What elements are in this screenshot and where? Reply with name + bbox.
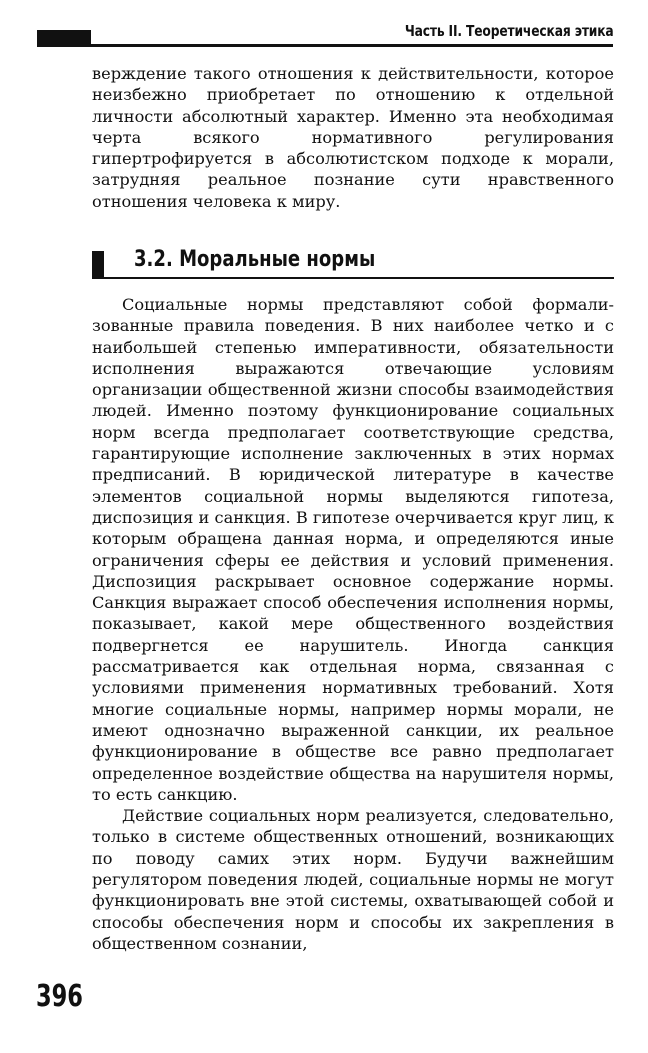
paragraph-1: Социальные нормы представляют собой формализованные правила поведения. В них наиболее четко и с наибольшей степенью императивности, обязательности исполнения выражаются отвечающие условиям организации общественной жизни способы взаимодействия людей. Именно поэтому функционирование социальных норм всегда предполагает соответствующие средства, гарантирующие исполнение заключенных в этих нормах предписаний. В юридической литературе в качестве элементов социальной нормы выделяются гипотеза, диспозиция и санкция. В гипотезе очерчивается круг лиц, к которым обращена данная норма, и определяются иные ограничения сферы ее действия и условий применения. Диспозиция раскрывает основное содержание нормы. Санкция выражает способ обеспечения исполнения нормы, показывает, какой мере общественного воздействия подвергнется ее нарушитель. Иногда санкция рассматривается как отдельная норма, связанная с условиями применения нормативных требований. Хотя многие социальные нормы, например нормы морали, не имеют однозначно выраженной санкции, их реальное функционирование в обществе все равно предполагает определенное воздействие общества на нарушителя нормы, то есть санкцию. (92, 295, 614, 804)
continuation-paragraph (92, 63, 614, 212)
paragraph-text: верждение такого отношения к действительности, которое неизбежно приобретает по отношению к отдельной личности абсолютный характер. Именно эта необходимая черта всякого нормативного регулирования гипертрофируется в абсолютистском подходе к морали, затрудняя реальное познание сути нравственного отношения человека к миру. (92, 64, 614, 211)
section-marker (92, 251, 104, 277)
section-rule (92, 277, 614, 279)
section-body (92, 294, 614, 954)
running-header: Часть II. Теоретическая этика (405, 22, 614, 40)
header-rule (37, 44, 613, 47)
page-number: 396 (36, 979, 83, 1014)
paragraph-2: Действие социальных норм реализуется, следовательно, только в системе общественных отношений, возникающих по поводу самих этих норм. Будучи важнейшим регулятором поведения людей, социальные нормы не могут функционировать вне этой системы, охватывающей собой и способы обеспечения норм и способы их закрепления в общественном сознании, (92, 806, 614, 953)
section-heading: 3.2. Моральные нормы (134, 247, 376, 272)
